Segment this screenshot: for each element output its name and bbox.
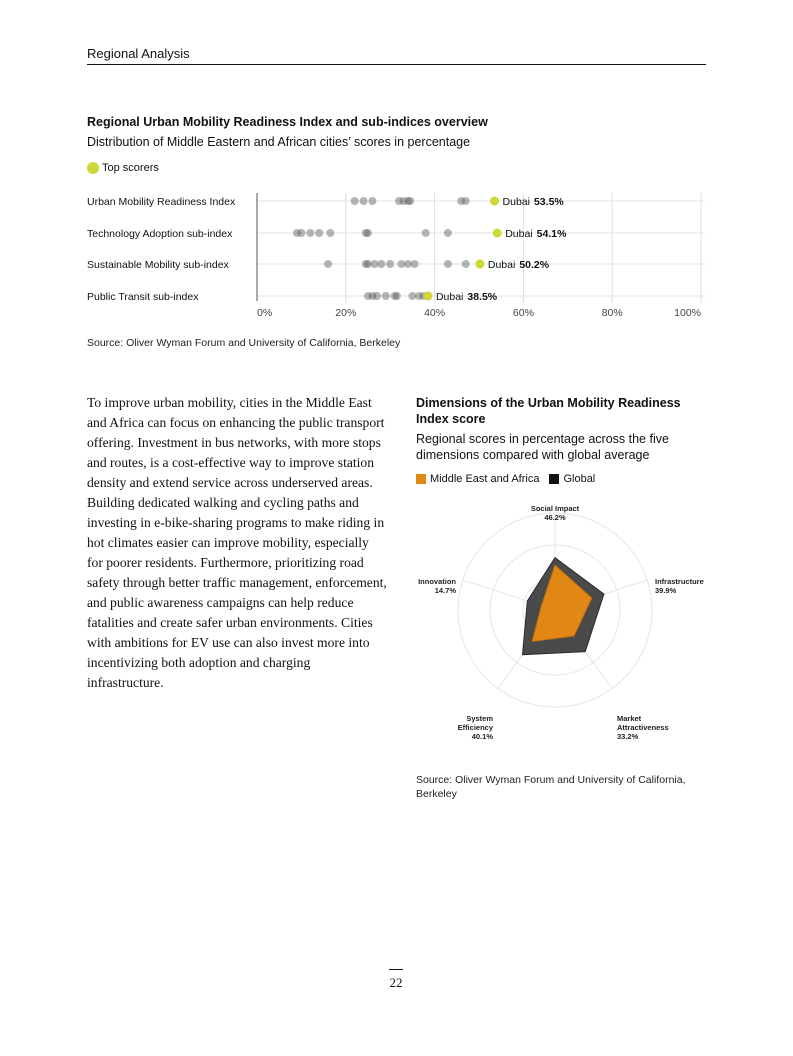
radar-chart <box>400 495 720 755</box>
global-legend-label: Global <box>563 473 596 485</box>
chart1-source: Source: Oliver Wyman Forum and University of California, Berkeley <box>87 337 401 349</box>
top-scorer-dot <box>475 260 484 269</box>
city-dot <box>444 229 452 237</box>
region-legend-swatch <box>416 474 426 484</box>
x-tick-label: 60% <box>512 307 534 319</box>
city-dot <box>368 197 376 205</box>
radar-axis-label <box>458 714 494 741</box>
x-tick-label: 20% <box>335 307 357 319</box>
radar-axis-value: 33.2% <box>617 732 639 741</box>
page-number: 22 <box>389 975 403 990</box>
global-legend-swatch <box>549 474 559 484</box>
radar-axis-name: Innovation <box>418 577 456 586</box>
chart1-legend <box>87 162 159 174</box>
x-tick-label: 0% <box>257 307 273 319</box>
city-dot <box>444 260 452 268</box>
chart2-subtitle: Regional scores in percentage across the five dimensions compared with global average <box>416 432 669 462</box>
city-dot <box>360 197 368 205</box>
radar-axis-name: Infrastructure <box>655 577 704 586</box>
radar-axis-value: 46.2% <box>544 513 566 522</box>
region-legend-label: Middle East and Africa <box>430 473 540 485</box>
radar-axis-name: Efficiency <box>457 723 493 732</box>
top-scorer-value: 53.5% <box>533 196 564 208</box>
city-dot <box>462 197 470 205</box>
city-dot <box>411 260 419 268</box>
top-scorer-value: 38.5% <box>467 291 498 303</box>
city-dot <box>373 292 381 300</box>
city-dot <box>364 229 372 237</box>
top-scorer-value: 54.1% <box>536 228 567 240</box>
header-rule <box>87 64 706 65</box>
city-dot <box>406 197 414 205</box>
city-dot <box>297 229 305 237</box>
city-dot <box>462 260 470 268</box>
top-scorer-dot <box>490 197 499 206</box>
body-paragraph: To improve urban mobility, cities in the Middle East and Africa can focus on enhancing the public transport offering. Investment in bus networks, with more stops and routes, is a cost-effective way to improve station density and extend service across underserved areas. Building dedicated walking and cycling paths and investing in e-bike-sharing programs to make riding in hot climates easier can improve mobility, especially for poorer residents. Furthermore, prioritizing road safety through better traffic management, enforcement, and public awareness campaigns can help reduce fatalities and create safer urban environments. Cities with ambitions for EV use can also invest more into incentivizing both adoption and charging infrastructure. <box>87 395 387 690</box>
top-scorer-city: Dubai <box>505 228 533 240</box>
row-label: Sustainable Mobility sub-index <box>87 259 229 271</box>
running-header: Regional Analysis <box>87 46 190 61</box>
row-label: Technology Adoption sub-index <box>87 228 233 240</box>
radar-axis-value: 14.7% <box>434 586 456 595</box>
city-dot <box>351 197 359 205</box>
x-tick-label: 40% <box>424 307 446 319</box>
city-dot <box>326 229 334 237</box>
city-dot <box>382 292 390 300</box>
chart1-legend-label: Top scorers <box>102 162 159 174</box>
city-dot <box>315 229 323 237</box>
top-scorer-label <box>505 228 567 240</box>
dot-plot-chart <box>0 185 793 325</box>
top-scorer-dot <box>423 292 432 301</box>
radar-axis-value: 39.9% <box>655 586 677 595</box>
top-scorer-value: 50.2% <box>519 259 550 271</box>
top-scorer-city: Dubai <box>435 291 464 303</box>
radar-axis-value: 40.1% <box>471 732 493 741</box>
chart1-subtitle: Distribution of Middle Eastern and African cities’ scores in percentage <box>87 135 471 149</box>
row-label: Urban Mobility Readiness Index <box>87 196 236 208</box>
radar-axis-name: Social Impact <box>530 504 580 513</box>
radar-axis-name: Market <box>617 714 642 723</box>
top-scorer-label <box>488 259 550 271</box>
top-scorer-legend-swatch <box>87 162 99 174</box>
x-tick-label: 100% <box>674 307 701 319</box>
chart1-title: Regional Urban Mobility Readiness Index and sub-indices overview <box>87 115 488 129</box>
top-scorer-label <box>503 196 565 208</box>
city-dot <box>324 260 332 268</box>
chart2-source: Source: Oliver Wyman Forum and University of California, Berkeley <box>416 774 686 800</box>
radar-axis-label <box>531 504 580 522</box>
top-scorer-city: Dubai <box>502 196 530 208</box>
row-label: Public Transit sub-index <box>87 291 199 303</box>
city-dot <box>306 229 314 237</box>
city-dot <box>393 292 401 300</box>
top-scorer-city: Dubai <box>487 259 516 271</box>
radar-axis-label <box>655 577 704 595</box>
radar-axis-name: System <box>466 714 493 723</box>
top-scorer-label <box>436 291 498 303</box>
page-number-rule <box>389 969 403 970</box>
radar-axis-label <box>418 577 456 595</box>
chart2-legend <box>416 473 595 485</box>
top-scorer-dot <box>493 229 502 238</box>
chart2-title: Dimensions of the Urban Mobility Readiness Index score <box>416 396 681 426</box>
city-dot <box>377 260 385 268</box>
city-dot <box>386 260 394 268</box>
city-dot <box>422 229 430 237</box>
x-tick-label: 80% <box>601 307 623 319</box>
radar-axis-name: Attractiveness <box>617 723 669 732</box>
radar-axis-label <box>617 714 669 741</box>
